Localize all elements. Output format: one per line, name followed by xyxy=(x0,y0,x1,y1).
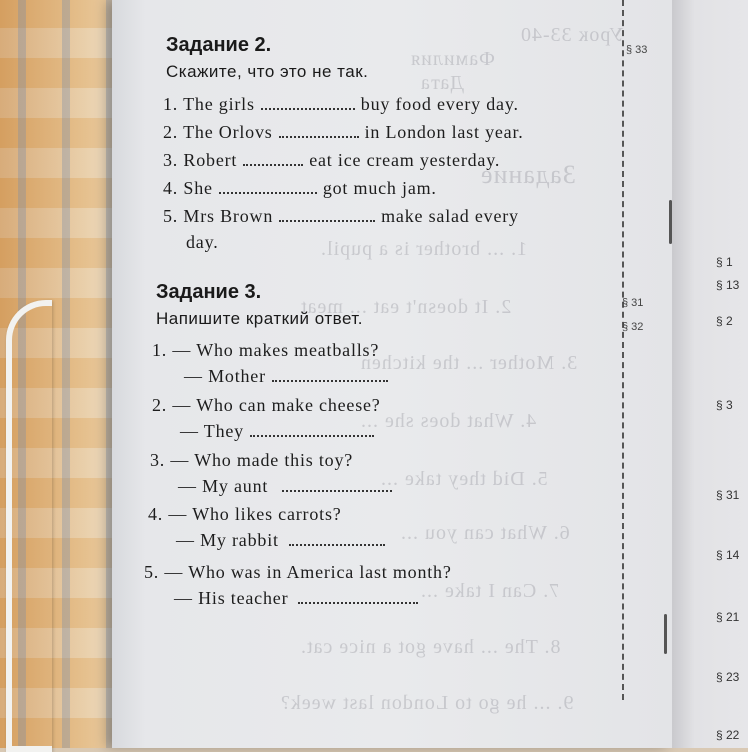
item-number: 3. xyxy=(150,450,166,470)
task2-item-3 xyxy=(163,150,500,171)
bleed-through-text: Задание xyxy=(480,160,576,189)
item-number: 5. xyxy=(144,562,160,582)
task3-question-4 xyxy=(148,504,342,525)
item-text-before: Robert xyxy=(183,150,238,170)
task3-section-ref: § 32 xyxy=(622,321,644,333)
answer-blank[interactable] xyxy=(279,206,375,222)
right-page-ref: § 31 xyxy=(716,488,740,502)
task2-item-5 xyxy=(163,206,519,227)
bleed-through-text: 5. Did they take ... xyxy=(380,468,548,490)
task3-instruction: Напишите краткий ответ. xyxy=(156,309,363,328)
answer-blank[interactable] xyxy=(298,588,418,604)
item-number: 2. xyxy=(163,122,179,142)
right-page-ref: § 22 xyxy=(716,728,740,742)
task2-instruction: Скажите, что это не так. xyxy=(166,62,369,81)
answer-blank[interactable] xyxy=(261,94,355,110)
answer-blank[interactable] xyxy=(282,476,392,492)
answer-blank[interactable] xyxy=(243,150,303,166)
task2-item-5-continuation: day. xyxy=(186,232,219,252)
task3-question-5 xyxy=(144,562,452,583)
right-page-ref: § 23 xyxy=(716,670,740,684)
task3-answer-4 xyxy=(176,530,391,551)
item-text-after: in London last year. xyxy=(364,122,524,142)
answer-blank[interactable] xyxy=(272,366,388,382)
bleed-through-text: 9. ... he go to London last week? xyxy=(280,692,574,714)
item-number: 4. xyxy=(148,504,164,524)
bleed-through-text: 8. The ... have got a nice cat. xyxy=(300,636,561,658)
task3-answer-1 xyxy=(184,366,394,387)
task3-question-2 xyxy=(152,395,381,416)
bleed-through-text: 6. What can you ... xyxy=(400,522,570,544)
bleed-through-text: Фамилия xyxy=(410,48,495,70)
answer-blank[interactable] xyxy=(289,530,385,546)
question-text: — Who can make cheese? xyxy=(172,395,381,415)
task3-title: Задание 3. xyxy=(156,281,262,303)
item-text-before: Mrs Brown xyxy=(183,206,274,226)
answer-blank[interactable] xyxy=(279,122,359,138)
bleed-through-text: 4. What does she ... xyxy=(360,410,537,432)
task2-item-2 xyxy=(163,122,524,143)
item-text-after: eat ice cream yesterday. xyxy=(309,150,501,170)
item-number: 3. xyxy=(163,150,179,170)
right-page-ref: § 3 xyxy=(716,398,733,412)
answer-text: — They xyxy=(180,421,244,441)
question-text: — Who made this toy? xyxy=(170,450,354,470)
right-page-ref: § 2 xyxy=(716,314,733,328)
right-page-ref: § 1 xyxy=(716,255,733,269)
bleed-through-text: 2. It doesn't eat ... meat xyxy=(300,296,512,318)
item-text-before: The girls xyxy=(183,94,255,114)
answer-blank[interactable] xyxy=(250,421,374,437)
bleed-through-text: 1. ... brother is a pupil. xyxy=(320,238,528,260)
answer-text: — His teacher xyxy=(174,588,289,608)
task3-question-3 xyxy=(150,450,353,471)
answer-text: — Mother xyxy=(184,366,266,386)
item-number: 1. xyxy=(152,340,168,360)
task3-answer-2 xyxy=(180,421,380,442)
answer-text: — My aunt xyxy=(178,476,269,496)
item-text-after: make salad every xyxy=(381,206,519,226)
item-text-before: She xyxy=(183,178,213,198)
item-text-after: got much jam. xyxy=(322,178,437,198)
bleed-through-text: 3. Mother ... the kitchen xyxy=(360,352,578,374)
item-text-before: The Orlovs xyxy=(183,122,273,142)
next-page-edge xyxy=(672,0,748,748)
item-number: 2. xyxy=(152,395,168,415)
page-mark xyxy=(664,614,667,654)
question-text: — Who likes carrots? xyxy=(168,504,342,524)
right-page-ref: § 21 xyxy=(716,610,740,624)
answer-text: — My rabbit xyxy=(176,530,279,550)
question-text: — Who was in America last month? xyxy=(164,562,452,582)
right-page-ref: § 13 xyxy=(716,278,740,292)
dashed-margin-divider xyxy=(622,0,624,700)
bleed-through-text: Урок 33-40 xyxy=(520,24,624,46)
item-number: 1. xyxy=(163,94,179,114)
item-text-after: buy food every day. xyxy=(360,94,519,114)
task3-answer-5 xyxy=(174,588,424,609)
question-text: — Who makes meatballs? xyxy=(172,340,380,360)
item-number: 4. xyxy=(163,178,179,198)
task2-section-ref: § 33 xyxy=(626,44,648,56)
white-cable xyxy=(6,300,52,752)
bleed-through-text: Дата xyxy=(420,72,464,94)
answer-blank[interactable] xyxy=(219,178,317,194)
right-page-ref: § 14 xyxy=(716,548,740,562)
task2-item-4 xyxy=(163,178,437,199)
bleed-through-text: 7. Can I take ... xyxy=(420,580,560,602)
page-mark xyxy=(669,200,672,244)
task2-title: Задание 2. xyxy=(166,34,272,56)
item-number: 5. xyxy=(163,206,179,226)
task3-section-ref: § 31 xyxy=(622,297,644,309)
task3-question-1 xyxy=(152,340,379,361)
task3-answer-3 xyxy=(178,476,398,497)
task2-item-1 xyxy=(163,94,519,115)
